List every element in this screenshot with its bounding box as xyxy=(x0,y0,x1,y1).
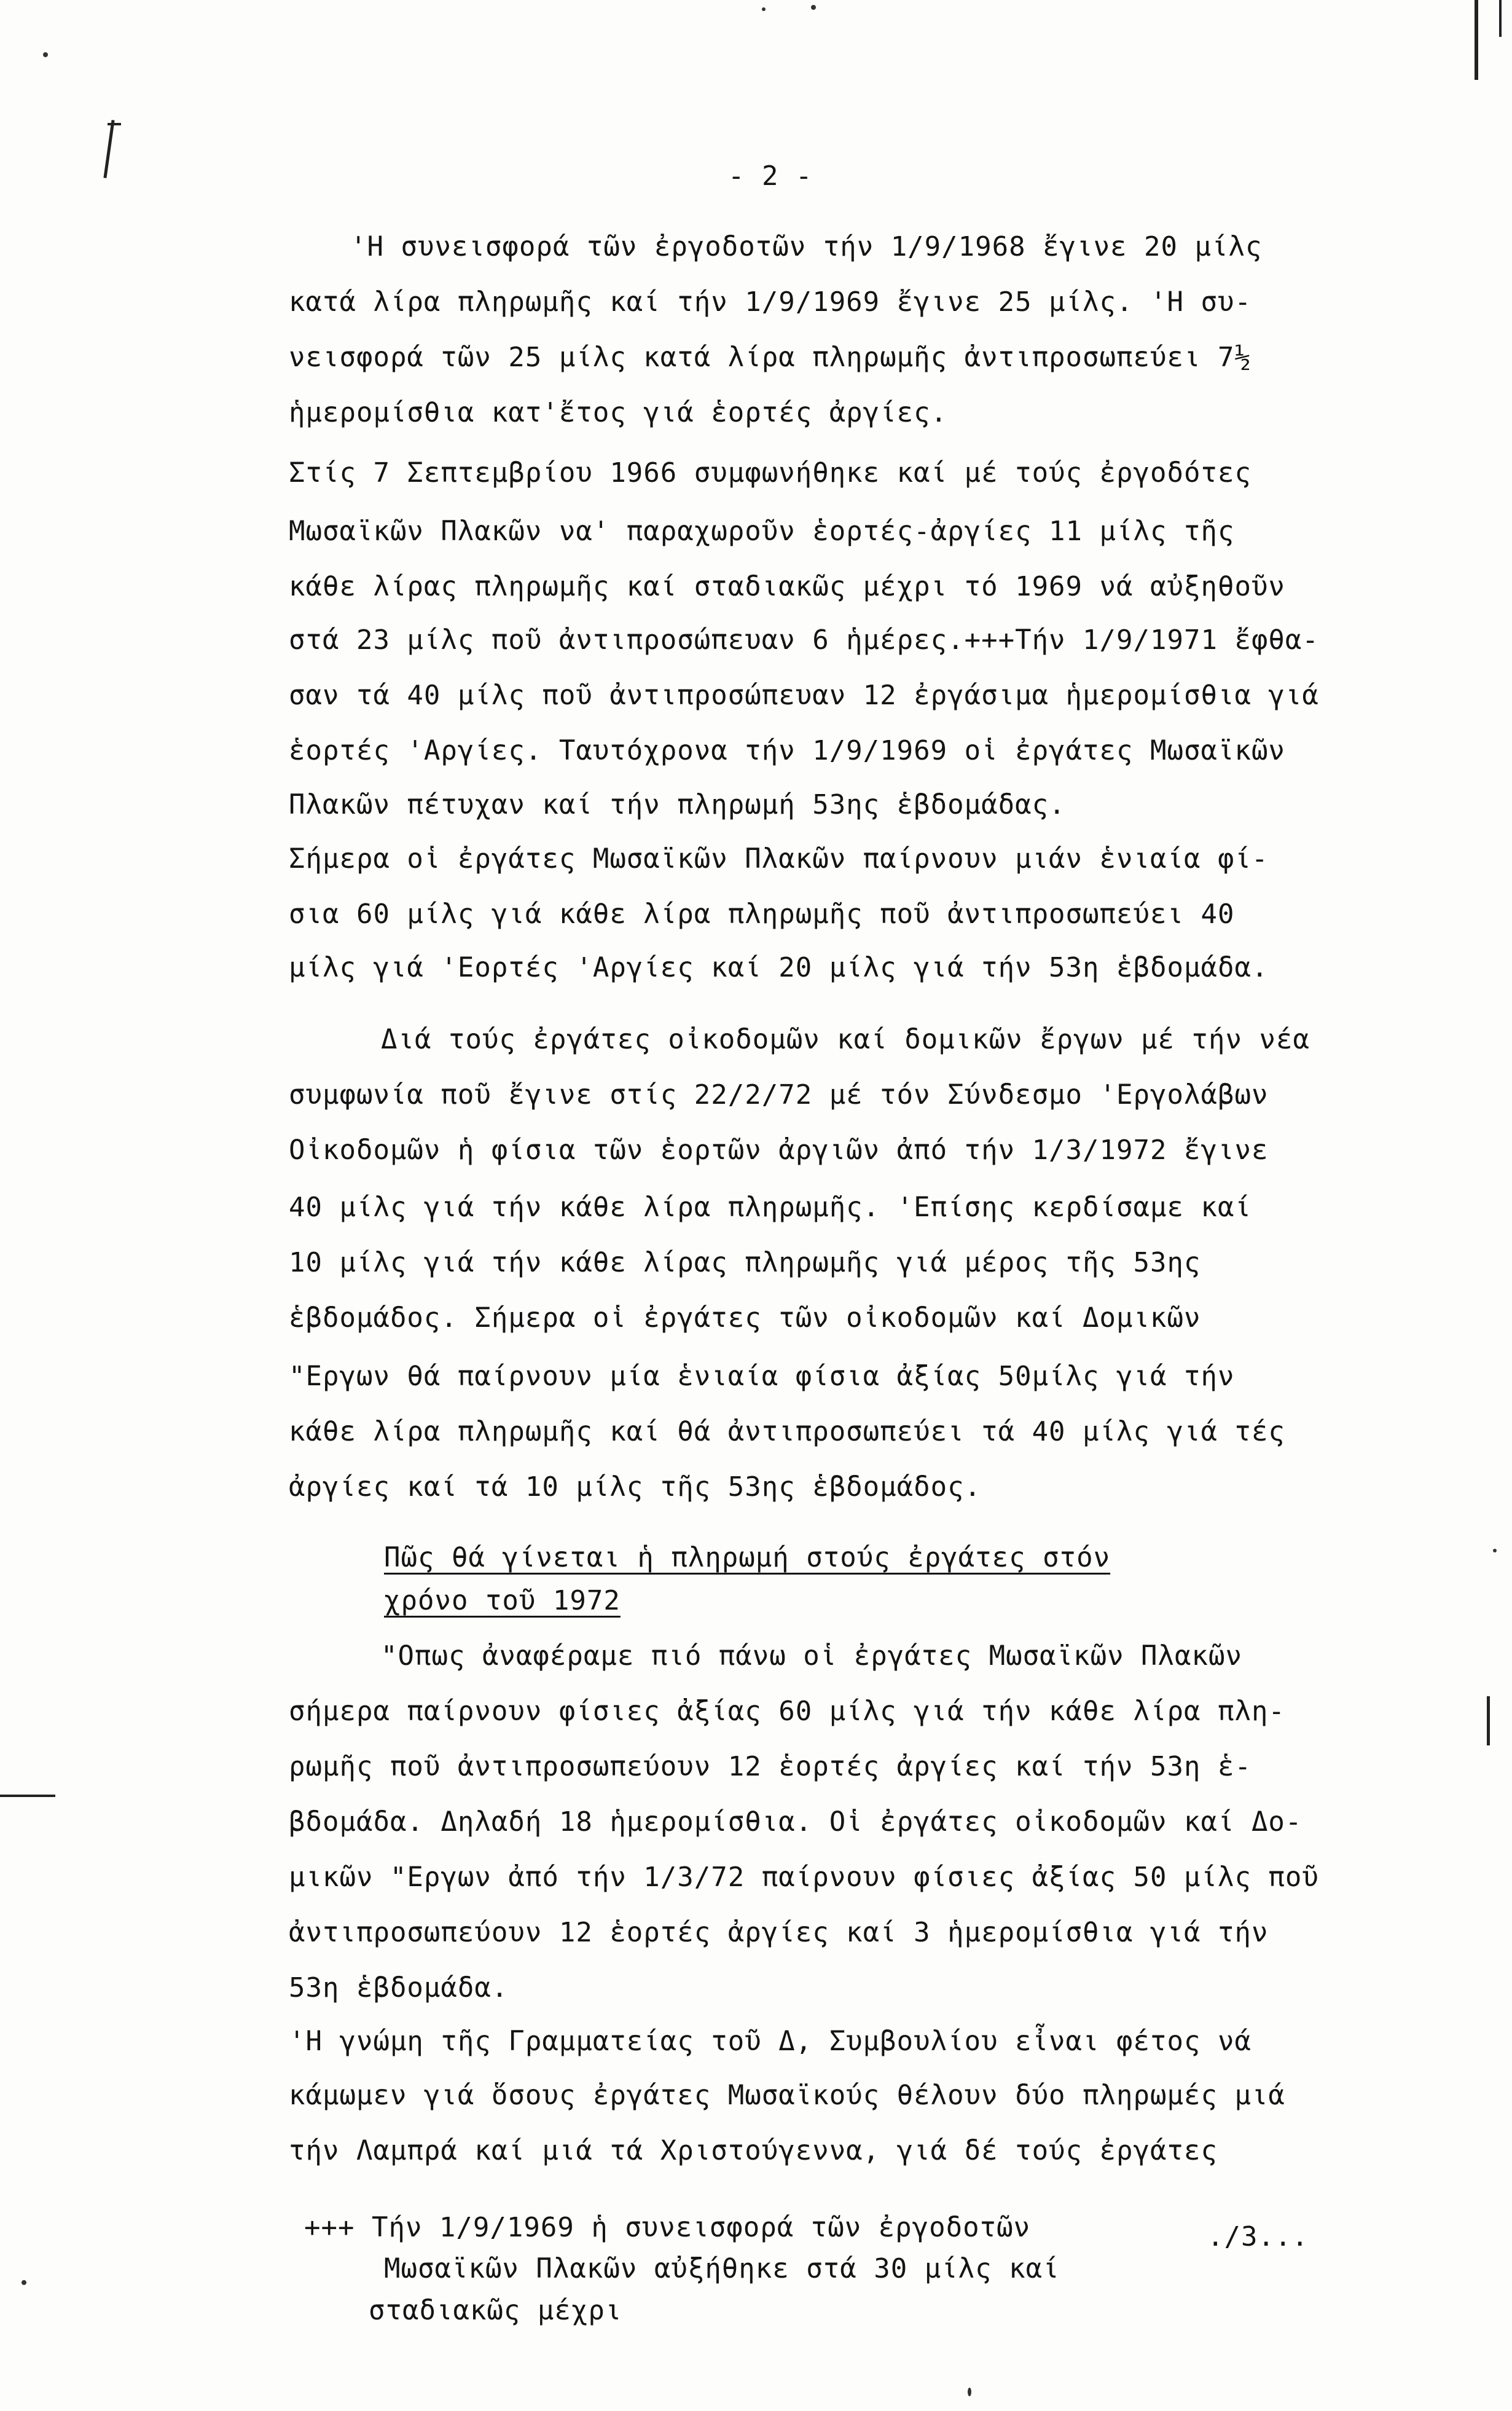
text-line: Οἰκοδομῶν ἡ φίσια τῶν ἑορτῶν ἀργιῶν ἀπό τήν 1/3/1972 ἔγινε xyxy=(289,1135,1269,1166)
text-line: κάμωμεν γιά ὅσους ἐργάτες Μωσαϊκούς θέλουν δύο πληρωμές μιά xyxy=(289,2080,1285,2111)
text-line: 40 μίλς γιά τήν κάθε λίρα πληρωμῆς. 'Επίσης κερδίσαμε καί xyxy=(289,1192,1252,1223)
text-line: συμφωνία ποῦ ἔγινε στίς 22/2/72 μέ τόν Σύνδεσμο 'Εργολάβων xyxy=(289,1079,1269,1111)
scan-speck xyxy=(811,5,816,10)
scan-mark xyxy=(1475,0,1478,80)
scan-speck xyxy=(1493,1549,1497,1552)
text-line: ἑβδομάδος. Σήμερα οἱ ἐργάτες τῶν οἰκοδομῶν καί Δομικῶν xyxy=(289,1302,1201,1334)
text-line: 'Η γνώμη τῆς Γραμματείας τοῦ Δ, Συμβουλίου εἶναι φέτος νά xyxy=(289,2026,1252,2057)
text-line: βδομάδα. Δηλαδή 18 ἡμερομίσθια. Οἱ ἐργάτες οἰκοδομῶν καί Δο- xyxy=(289,1806,1302,1838)
scan-mark xyxy=(103,120,114,178)
text-line: 53η ἑβδομάδα. xyxy=(289,1972,509,2004)
text-line: "Οπως ἀναφέραμε πιό πάνω οἱ ἐργάτες Μωσαϊκῶν Πλακῶν xyxy=(381,1640,1243,1672)
text-line: ρωμῆς ποῦ ἀντιπροσωπεύουν 12 ἑορτές ἀργίες καί τήν 53η ἑ- xyxy=(289,1751,1252,1782)
scan-speck xyxy=(43,52,48,57)
text-line: Στίς 7 Σεπτεμβρίου 1966 συμφωνήθηκε καί μέ τούς ἐργοδότες xyxy=(289,457,1252,489)
text-line: ἀντιπροσωπεύουν 12 ἑορτές ἀργίες καί 3 ἡμερομίσθια γιά τήν xyxy=(289,1917,1269,1948)
text-line: σαν τά 40 μίλς ποῦ ἀντιπροσώπευαν 12 ἐργάσιμα ἡμερομίσθια γιά xyxy=(289,680,1319,711)
text-line: ἡμερομίσθια κατ'ἔτος γιά ἑορτές ἀργίες. xyxy=(289,397,948,428)
scan-speck xyxy=(968,2388,971,2396)
text-line: μικῶν "Εργων ἀπό τήν 1/3/72 παίρνουν φίσιες ἀξίας 50 μίλς ποῦ xyxy=(289,1862,1319,1893)
scan-mark xyxy=(1487,1696,1490,1745)
text-line: Πλακῶν πέτυχαν καί τήν πληρωμή 53ης ἑβδομάδας. xyxy=(289,789,1066,820)
text-line: κάθε λίρα πληρωμῆς καί θά ἀντιπροσωπεύει τά 40 μίλς γιά τές xyxy=(289,1416,1285,1447)
text-line: νεισφορά τῶν 25 μίλς κατά λίρα πληρωμῆς ἀντιπροσωπεύει 7½ xyxy=(289,342,1252,373)
text-line: ἀργίες καί τά 10 μίλς τῆς 53ης ἑβδομάδος. xyxy=(289,1471,982,1503)
section-heading: Πῶς θά γίνεται ἡ πληρωμή στούς ἐργάτες στόν xyxy=(384,1542,1111,1573)
scan-mark xyxy=(108,123,121,125)
text-line: κάθε λίρας πληρωμῆς καί σταδιακῶς μέχρι τό 1969 νά αὐξηθοῦν xyxy=(289,571,1285,602)
text-line: κατά λίρα πληρωμῆς καί τήν 1/9/1969 ἔγινε 25 μίλς. 'Η συ- xyxy=(289,286,1252,318)
page-number: - 2 - xyxy=(728,160,813,192)
text-line: τήν Λαμπρά καί μιά τά Χριστούγεννα, γιά δέ τούς ἐργάτες xyxy=(289,2135,1218,2166)
text-line: 10 μίλς γιά τήν κάθε λίρας πληρωμῆς γιά μέρος τῆς 53ης xyxy=(289,1247,1201,1278)
text-line: Διά τούς ἐργάτες οἰκοδομῶν καί δομικῶν ἔργων μέ τήν νέα xyxy=(381,1024,1310,1055)
text-line: ἑορτές 'Αργίες. Ταυτόχρονα τήν 1/9/1969 οἱ ἐργάτες Μωσαϊκῶν xyxy=(289,735,1285,766)
section-heading: χρόνο τοῦ 1972 xyxy=(384,1585,621,1616)
text-line: μίλς γιά 'Εορτές 'Αργίες καί 20 μίλς γιά τήν 53η ἑβδομάδα. xyxy=(289,952,1269,983)
text-line: "Εργων θά παίρνουν μία ἑνιαία φίσια ἀξίας 50μίλς γιά τήν xyxy=(289,1361,1235,1392)
scan-mark xyxy=(0,1795,55,1797)
text-line: στά 23 μίλς ποῦ ἀντιπροσώπευαν 6 ἡμέρες.+++Τήν 1/9/1971 ἔφθα- xyxy=(289,624,1319,656)
scan-speck xyxy=(22,2280,26,2285)
continuation-marker: ./3... xyxy=(1207,2221,1309,2252)
scan-mark xyxy=(1499,0,1502,37)
text-line: σια 60 μίλς γιά κάθε λίρα πληρωμῆς ποῦ ἀντιπροσωπεύει 40 xyxy=(289,899,1235,930)
footnote-line: +++ Τήν 1/9/1969 ἡ συνεισφορά τῶν ἐργοδοτῶν xyxy=(304,2212,1031,2243)
text-line: 'Η συνεισφορά τῶν ἐργοδοτῶν τήν 1/9/1968 ἔγινε 20 μίλς xyxy=(350,231,1263,262)
text-line: σήμερα παίρνουν φίσιες ἀξίας 60 μίλς γιά τήν κάθε λίρα πλη- xyxy=(289,1696,1285,1727)
footnote-line: Μωσαϊκῶν Πλακῶν αὐξήθηκε στά 30 μίλς καί xyxy=(384,2253,1060,2284)
text-line: Μωσαϊκῶν Πλακῶν να' παραχωροῦν ἑορτές-ἀργίες 11 μίλς τῆς xyxy=(289,516,1235,547)
scan-speck xyxy=(762,7,766,11)
text-line: Σήμερα οἱ ἐργάτες Μωσαϊκῶν Πλακῶν παίρνουν μιάν ἑνιαία φί- xyxy=(289,843,1269,875)
footnote-line: σταδιακῶς μέχρι xyxy=(369,2295,622,2326)
